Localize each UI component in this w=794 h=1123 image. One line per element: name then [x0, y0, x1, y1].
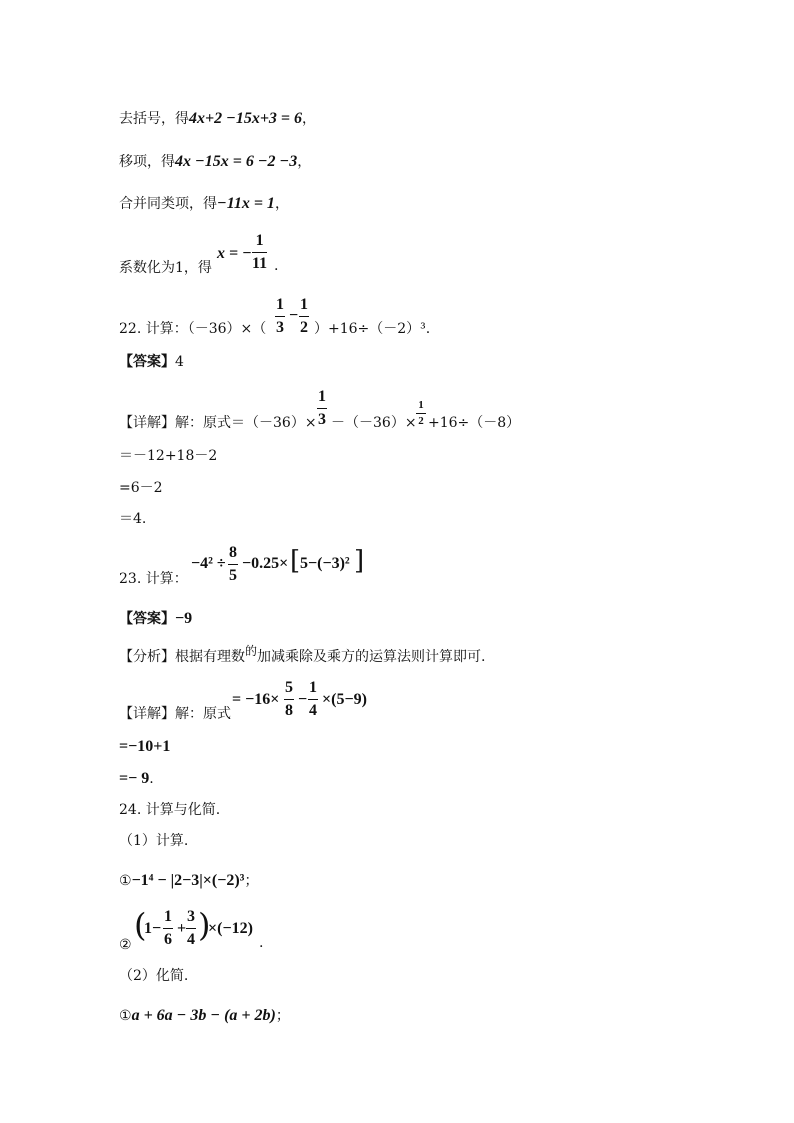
fraction: 5 8 — [285, 679, 293, 719]
answer-22 — [119, 355, 184, 369]
question-22: 22. 计算：（－36）×（ — [119, 321, 267, 337]
detail-line: =−10+1 — [119, 738, 171, 755]
fraction: 8 5 — [229, 544, 237, 584]
math-expression: 5−(−3)² — [300, 555, 350, 572]
math-expression: −11x = 1 — [217, 195, 275, 212]
fraction: 1 3 — [318, 388, 326, 428]
fraction: 3 4 — [187, 908, 195, 948]
document-page: 去括号，得4x+2 −15x+3 = 6， 移项，得4x −15x = 6 −2 −3， 合并同类项，得−11x = 1， 系数化为1，得 x = − 1 11 . 22. 计算：（－36）×（ 1 3 − 1 2 ）+16÷（－2）³. 【答案】4 【详解】解：原式＝（－36）× 1 3 －（－36）× 1 2 +16÷（－8） ＝－12+18－2 =6－2 ＝4. 23. 计算： −4² ÷ 8 5 −0.25× [ 5−(−3)² ] 【答案】−9 【分析】根据有理数的加减乘除及乘方的运算法则计算即可. 【详解】解：原式 = −16× 5 8 − 1 4 ×(5−9) =−10+1 =− 9. 24. 计算与化简. （1）计算. ①−1⁴ − |2−3|×(−2)³； ② ( 1− 1 6 + 3 4 ) ×(−12) . （2）化简. ①a + 6a − 3b − (a + 2b)； — [119, 110, 521, 1024]
circled-one-icon: ① — [119, 873, 132, 889]
answer-value: −9 — [175, 610, 193, 627]
math-expression: −0.25× — [242, 555, 289, 572]
circled-two-icon: ② — [119, 937, 132, 953]
answer-label: 【答案】 — [119, 354, 175, 370]
solution-step-coefficient — [119, 261, 212, 275]
detail-line: ＝－12+18－2 — [119, 448, 218, 464]
detail-line: ＝4. — [119, 511, 147, 527]
analysis-23: 【分析】根据有理数的加减乘除及乘方的运算法则计算即可. — [119, 644, 486, 665]
solution-step-remove-brackets: 去括号，得4x+2 −15x+3 = 6， — [119, 110, 317, 127]
answer-label: 【答案】 — [119, 611, 175, 627]
math-expression: −1⁴ − |2−3|×(−2)³ — [131, 872, 245, 889]
question-24-part2 — [119, 938, 132, 952]
solution-step-combine: 合并同类项，得−11x = 1， — [119, 195, 289, 212]
answer-23 — [119, 611, 192, 627]
math-expression: 4x −15x = 6 −2 −3 — [175, 153, 298, 170]
question-24-part1: ①−1⁴ − |2−3|×(−2)³； — [119, 872, 259, 889]
question-24-title: 24. 计算与化简. — [119, 802, 221, 818]
math-expression: −4² ÷ — [191, 555, 226, 572]
answer-value: 4 — [175, 354, 184, 370]
math-expression: 4x+2 −15x+3 = 6 — [189, 110, 303, 127]
step-label: 合并同类项，得 — [119, 196, 217, 212]
math-expression: ×(5−9) — [322, 691, 367, 708]
fraction: 1 6 — [164, 908, 172, 948]
fraction: 1 2 — [416, 400, 426, 427]
math-expression: ×(−12) — [208, 920, 253, 937]
fraction: 1 11 — [252, 232, 268, 272]
detail-line: =6－2 — [119, 480, 163, 496]
detail-22: 【详解】解：原式＝（－36）× — [119, 415, 317, 431]
question-23: 23. 计算： — [119, 571, 188, 587]
question-24-sub2: （2）化简. — [119, 968, 189, 984]
detail-line: =− 9. — [119, 770, 154, 787]
question-24-sub1: （1）计算. — [119, 833, 189, 849]
fraction: 1 2 — [300, 296, 308, 336]
math-expression: = −16× — [232, 691, 280, 708]
step-label: 移项，得 — [119, 154, 175, 170]
solution-step-transpose: 移项，得4x −15x = 6 −2 −3， — [119, 153, 312, 170]
circled-one-icon: ① — [119, 1008, 132, 1024]
step-label: 系数化为1，得 — [119, 260, 212, 276]
math-expression: a + 6a − 3b − (a + 2b) — [131, 1007, 276, 1024]
fraction: 1 4 — [309, 679, 317, 719]
fraction: 1 3 — [276, 296, 284, 336]
math-expression: x = − — [217, 245, 252, 262]
step-label: 去括号，得 — [119, 111, 189, 127]
detail-23: 【详解】解：原式 — [119, 706, 231, 722]
question-24-part3: ①a + 6a − 3b − (a + 2b)； — [119, 1007, 290, 1024]
